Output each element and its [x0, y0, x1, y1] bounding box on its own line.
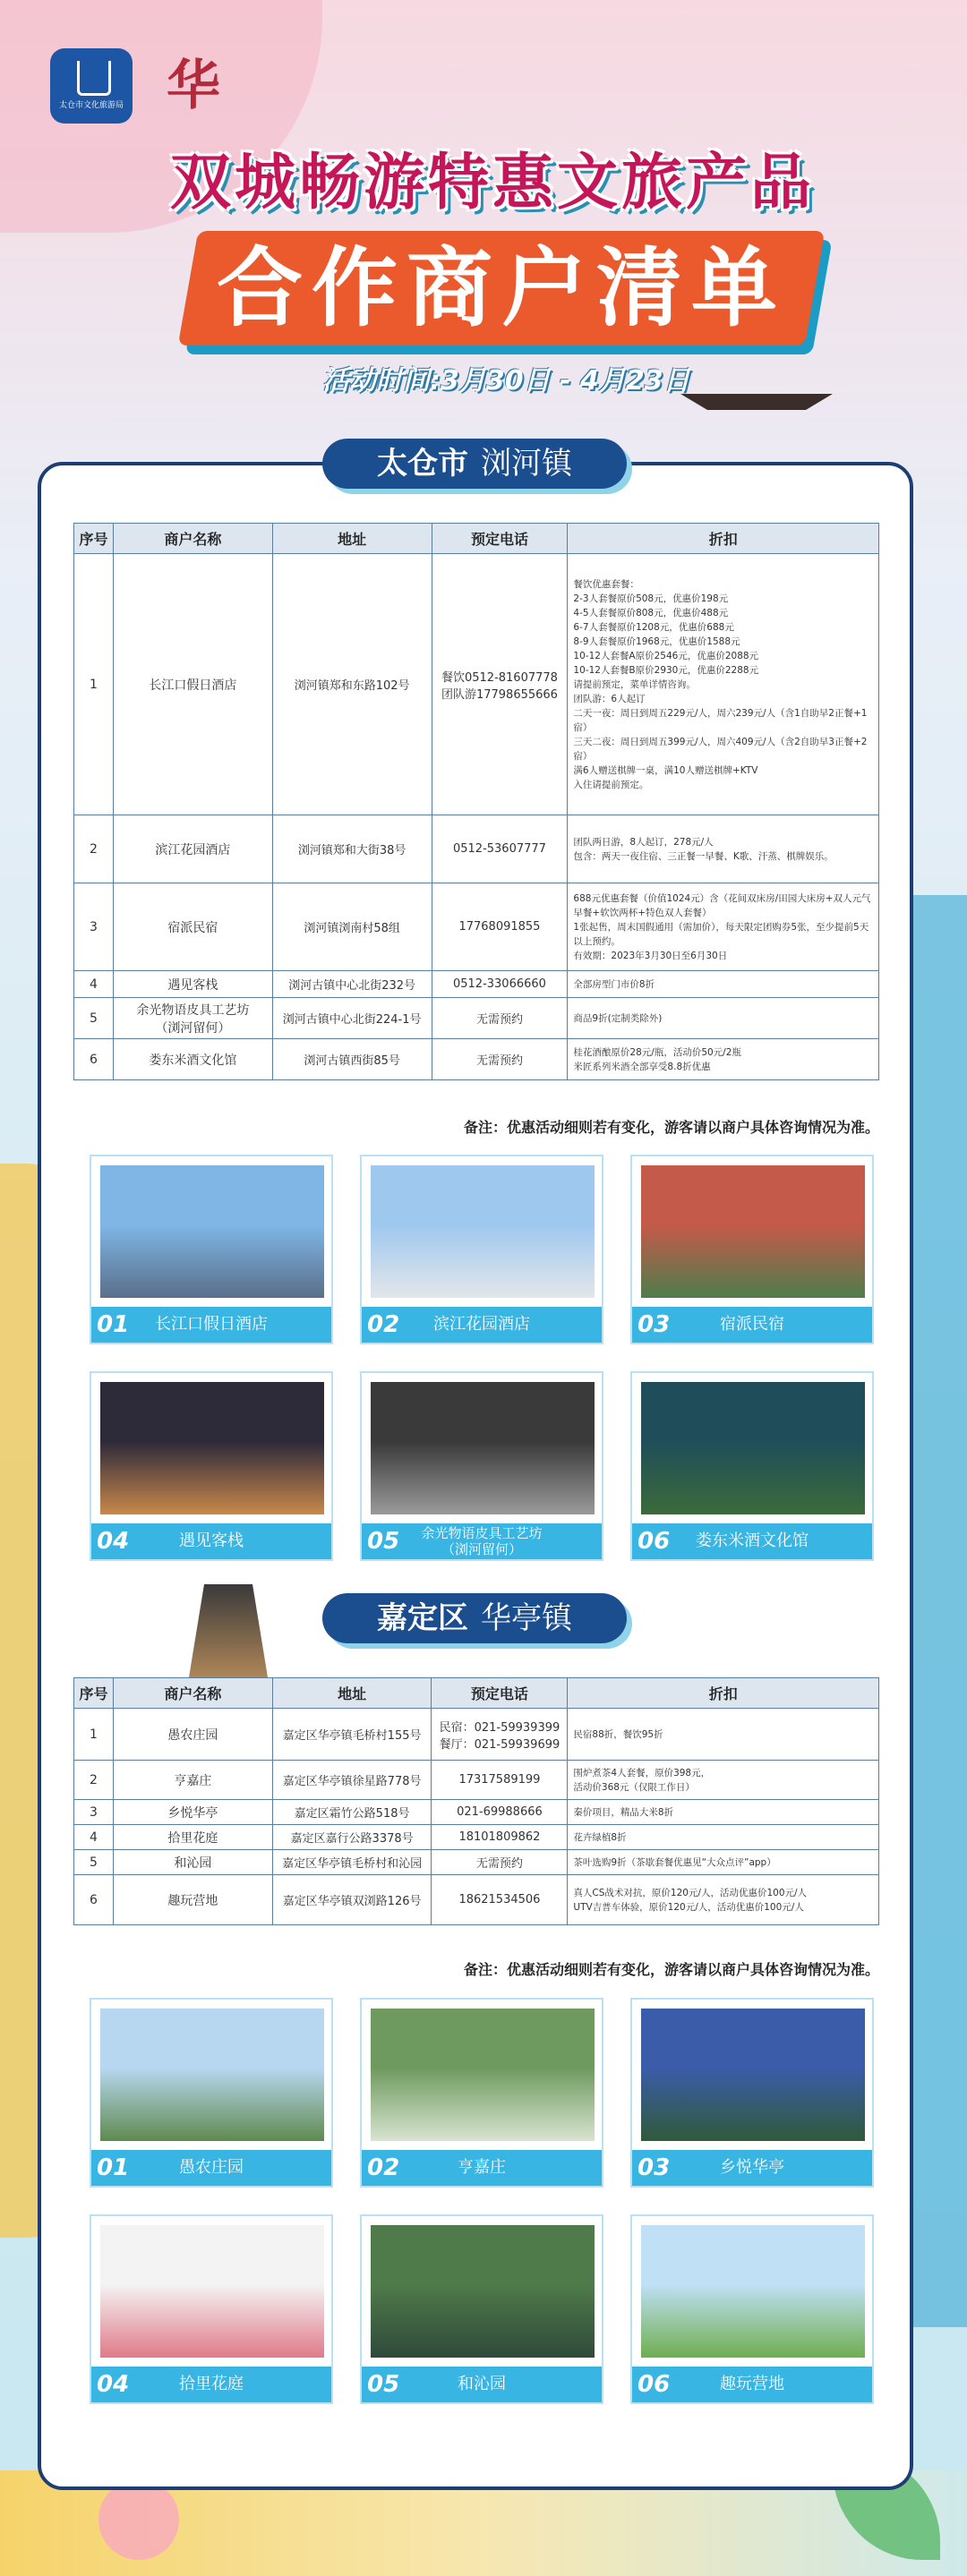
merchant-photo — [371, 2225, 595, 2358]
photo-number: 03 — [638, 1311, 671, 1338]
photo-number: 01 — [97, 1311, 130, 1338]
photo-label: 余光物语皮具工艺坊 （浏河留何） — [362, 1523, 602, 1559]
address: 浏河古镇中心北街232号 — [272, 971, 432, 998]
col-header-phone: 预定电话 — [432, 524, 568, 554]
col-header-name: 商户名称 — [113, 524, 272, 554]
table-row — [74, 1875, 879, 1925]
row-number: 1 — [74, 1709, 114, 1761]
photo-label: 和沁园 — [362, 2367, 602, 2402]
merchant-name: 遇见客栈 — [113, 971, 272, 998]
photo-label: 长江口假日酒店 — [91, 1307, 331, 1343]
photo-number: 02 — [367, 2154, 400, 2181]
phone: 无需预约 — [432, 1850, 568, 1875]
title-line-1: 双城畅游特惠文旅产品 — [169, 148, 815, 218]
discount: 真人CS战术对抗，原价120元/人，活动优惠价100元/人 UTV吉普车体验，原价120元/人，活动优惠价100元/人 — [568, 1875, 879, 1925]
address: 浏河镇浏南村58组 — [272, 883, 432, 971]
photo-label: 趣玩营地 — [632, 2367, 872, 2402]
photo-label: 愚农庄园 — [91, 2150, 331, 2186]
address: 嘉定区华亭镇双浏路126号 — [272, 1875, 432, 1925]
flower-icon — [98, 2479, 179, 2560]
merchant-photo — [641, 2225, 865, 2358]
merchant-photo — [371, 1382, 595, 1514]
row-number: 2 — [74, 1761, 114, 1800]
table-row — [74, 1039, 879, 1080]
merchant-photo-card — [360, 1155, 603, 1344]
photo-number: 03 — [638, 2154, 671, 2181]
merchant-name: 宿派民宿 — [113, 883, 272, 971]
table-row — [74, 1709, 879, 1761]
merchant-photo-card — [360, 2214, 603, 2404]
col-header-no: 序号 — [74, 1678, 114, 1709]
discount: 秦价项目，精品大米8折 — [568, 1800, 879, 1825]
merchant-photo — [371, 1165, 595, 1298]
address: 嘉定区华亭镇徐星路778号 — [272, 1761, 432, 1800]
photo-number: 04 — [97, 1528, 130, 1555]
section1-town: 浏河镇 — [481, 446, 572, 482]
discount: 茶叶选购9折（茶歇套餐优惠见“大众点评”app） — [568, 1850, 879, 1875]
table-row — [74, 971, 879, 998]
photo-label: 拾里花庭 — [91, 2367, 331, 2402]
address: 嘉定区嘉行公路3378号 — [272, 1825, 432, 1850]
section1-title — [322, 439, 627, 489]
row-number: 1 — [74, 554, 114, 815]
col-header-address: 地址 — [272, 524, 432, 554]
section2-town: 华亭镇 — [481, 1600, 572, 1636]
col-header-address: 地址 — [272, 1678, 432, 1709]
address: 嘉定区华亭镇毛桥村155号 — [272, 1709, 432, 1761]
table-row — [74, 1825, 879, 1850]
discount: 团队两日游，8人起订，278元/人 包含：两天一夜住宿、三正餐一早餐、K歌、汗蒸、棋牌娱乐。 — [568, 815, 879, 883]
photo-label: 宿派民宿 — [632, 1307, 872, 1343]
row-number: 4 — [74, 971, 114, 998]
merchant-name: 趣玩营地 — [113, 1875, 272, 1925]
photo-label: 乡悦华亭 — [632, 2150, 872, 2186]
merchant-photo-card — [630, 1155, 874, 1344]
col-header-name: 商户名称 — [113, 1678, 272, 1709]
photo-label: 娄东米酒文化馆 — [632, 1523, 872, 1559]
photo-number: 06 — [638, 2371, 671, 2398]
discount: 688元优惠套餐（价值1024元）含（花间双床房/田园大床房+双人元气早餐+软饮两杯+特色双人套餐） 1张起售，周末国假通用（需加价），每天限定团购券5张，至少提前5天以上预约。 有效期：2023年3月30日至6月30日 — [568, 883, 879, 971]
merchant-name: 滨江花园酒店 — [113, 815, 272, 883]
phone: 0512-33066660 — [432, 971, 568, 998]
row-number: 6 — [74, 1875, 114, 1925]
title-banner — [178, 231, 826, 345]
phone: 民宿：021-59939399 餐厅：021-59939699 — [432, 1709, 568, 1761]
row-number: 5 — [74, 1850, 114, 1875]
merchant-photo — [100, 1382, 324, 1514]
merchant-name: 愚农庄园 — [113, 1709, 272, 1761]
merchant-photo-card — [90, 1371, 333, 1561]
discount: 围炉煮茶4人套餐，原价398元， 活动价368元（仅限工作日） — [568, 1761, 879, 1800]
table-row — [74, 1761, 879, 1800]
merchant-photo-card — [630, 1371, 874, 1561]
merchant-photo — [100, 2009, 324, 2141]
bureau-logo — [50, 48, 133, 124]
photo-label: 亨嘉庄 — [362, 2150, 602, 2186]
merchant-name: 和沁园 — [113, 1850, 272, 1875]
merchant-photo-card — [90, 1155, 333, 1344]
section1-table — [73, 523, 879, 1080]
table-row — [74, 1800, 879, 1825]
phone: 无需预约 — [432, 998, 568, 1039]
phone: 17768091855 — [432, 883, 568, 971]
row-number: 3 — [74, 1800, 114, 1825]
activity-date: 活动时间:3月30日 - 4月23日 — [322, 365, 690, 397]
logo-text: 太仓市文化旅游局 — [58, 101, 124, 110]
photo-label: 滨江花园酒店 — [362, 1307, 602, 1343]
photo-number: 05 — [367, 2371, 400, 2398]
merchant-photo — [100, 1165, 324, 1298]
merchant-name: 拾里花庭 — [113, 1825, 272, 1850]
photo-number: 06 — [638, 1528, 671, 1555]
discount: 桂花酒酿原价28元/瓶，活动价50元/2瓶 米匠系列米酒全部享受8.8折优惠 — [568, 1039, 879, 1080]
merchant-photo-card — [90, 2214, 333, 2404]
merchant-photo-card — [360, 1998, 603, 2188]
discount: 民宿88折，餐饮95折 — [568, 1709, 879, 1761]
blue-side-shape — [904, 895, 967, 2327]
merchant-photo — [100, 2225, 324, 2358]
row-number: 6 — [74, 1039, 114, 1080]
phone: 0512-53607777 — [432, 815, 568, 883]
section1-note: 备注：优惠活动细则若有变化，游客请以商户具体咨询情况为准。 — [463, 1119, 879, 1136]
merchant-name: 余光物语皮具工艺坊 （浏河留何） — [113, 998, 272, 1039]
merchant-photo-card — [630, 1998, 874, 2188]
merchant-photo — [641, 1165, 865, 1298]
merchant-name: 娄东米酒文化馆 — [113, 1039, 272, 1080]
merchant-photo-card — [360, 1371, 603, 1561]
photo-number: 05 — [367, 1528, 400, 1555]
col-header-discount: 折扣 — [568, 1678, 879, 1709]
header — [0, 0, 967, 448]
photo-number: 01 — [97, 2154, 130, 2181]
merchant-photo-card — [90, 1998, 333, 2188]
section2-title — [322, 1593, 627, 1643]
discount: 餐饮优惠套餐： 2-3人套餐原价508元，优惠价198元 4-5人套餐原价808元，优惠价488元 6-7人套餐原价1208元，优惠价688元 8-9人套餐原价1968元，优惠价1588元 10-12人套餐A原价2546元，优惠价2088元 10-12人套餐B原价2930元，优惠价2288元 请提前预定，菜单详情咨询。 团队游：6人起订 二天一夜：周日到周五229元/人，周六239元/人（含1自助早2正餐+1宿） 三天二夜：周日到周五399元/人，周六409元/人（含2自助早3正餐+2宿） 满6人赠送棋牌一桌，满10人赠送棋牌+KTV 入住请提前预定。 — [568, 554, 879, 815]
photo-number: 04 — [97, 2371, 130, 2398]
merchant-name: 亨嘉庄 — [113, 1761, 272, 1800]
merchant-photo — [371, 2009, 595, 2141]
table-row — [74, 998, 879, 1039]
phone: 餐饮0512-81607778 团队游17798655666 — [432, 554, 568, 815]
merchant-name: 长江口假日酒店 — [113, 554, 272, 815]
table-header-row — [74, 1678, 879, 1709]
phone: 17317589199 — [432, 1761, 568, 1800]
merchant-photo — [641, 1382, 865, 1514]
phone: 无需预约 — [432, 1039, 568, 1080]
merchant-photo-card — [630, 2214, 874, 2404]
section2-note: 备注：优惠活动细则若有变化，游客请以商户具体咨询情况为准。 — [463, 1961, 879, 1978]
address: 嘉定区华亭镇毛桥村和沁园 — [272, 1850, 432, 1875]
section2-table — [73, 1677, 879, 1925]
discount: 商品9折(定制类除外) — [568, 998, 879, 1039]
table-row — [74, 554, 879, 815]
merchant-photo — [641, 2009, 865, 2141]
discount: 全部房型门市价8折 — [568, 971, 879, 998]
table-row — [74, 883, 879, 971]
col-header-no: 序号 — [74, 524, 114, 554]
col-header-discount: 折扣 — [568, 524, 879, 554]
row-number: 3 — [74, 883, 114, 971]
address: 嘉定区霜竹公路518号 — [272, 1800, 432, 1825]
title-line-2: 合作商户清单 — [217, 238, 786, 338]
table-row — [74, 815, 879, 883]
table-header-row — [74, 524, 879, 554]
address: 浏河古镇西街85号 — [272, 1039, 432, 1080]
address: 浏河镇郑和大街38号 — [272, 815, 432, 883]
table-row — [74, 1850, 879, 1875]
section2-city: 嘉定区 — [377, 1600, 468, 1636]
row-number: 5 — [74, 998, 114, 1039]
phone: 18101809862 — [432, 1825, 568, 1850]
col-header-phone: 预定电话 — [432, 1678, 568, 1709]
row-number: 4 — [74, 1825, 114, 1850]
address: 浏河古镇中心北街224-1号 — [272, 998, 432, 1039]
row-number: 2 — [74, 815, 114, 883]
address: 浏河镇郑和东路102号 — [272, 554, 432, 815]
merchant-name: 乡悦华亭 — [113, 1800, 272, 1825]
photo-label: 遇见客栈 — [91, 1523, 331, 1559]
discount: 花卉绿植8折 — [568, 1825, 879, 1850]
phone: 021-69988666 — [432, 1800, 568, 1825]
phone: 18621534506 — [432, 1875, 568, 1925]
photo-number: 02 — [367, 1311, 400, 1338]
section1-city: 太仓市 — [377, 446, 468, 482]
calligraphy-logo-icon: 华 — [167, 55, 220, 117]
